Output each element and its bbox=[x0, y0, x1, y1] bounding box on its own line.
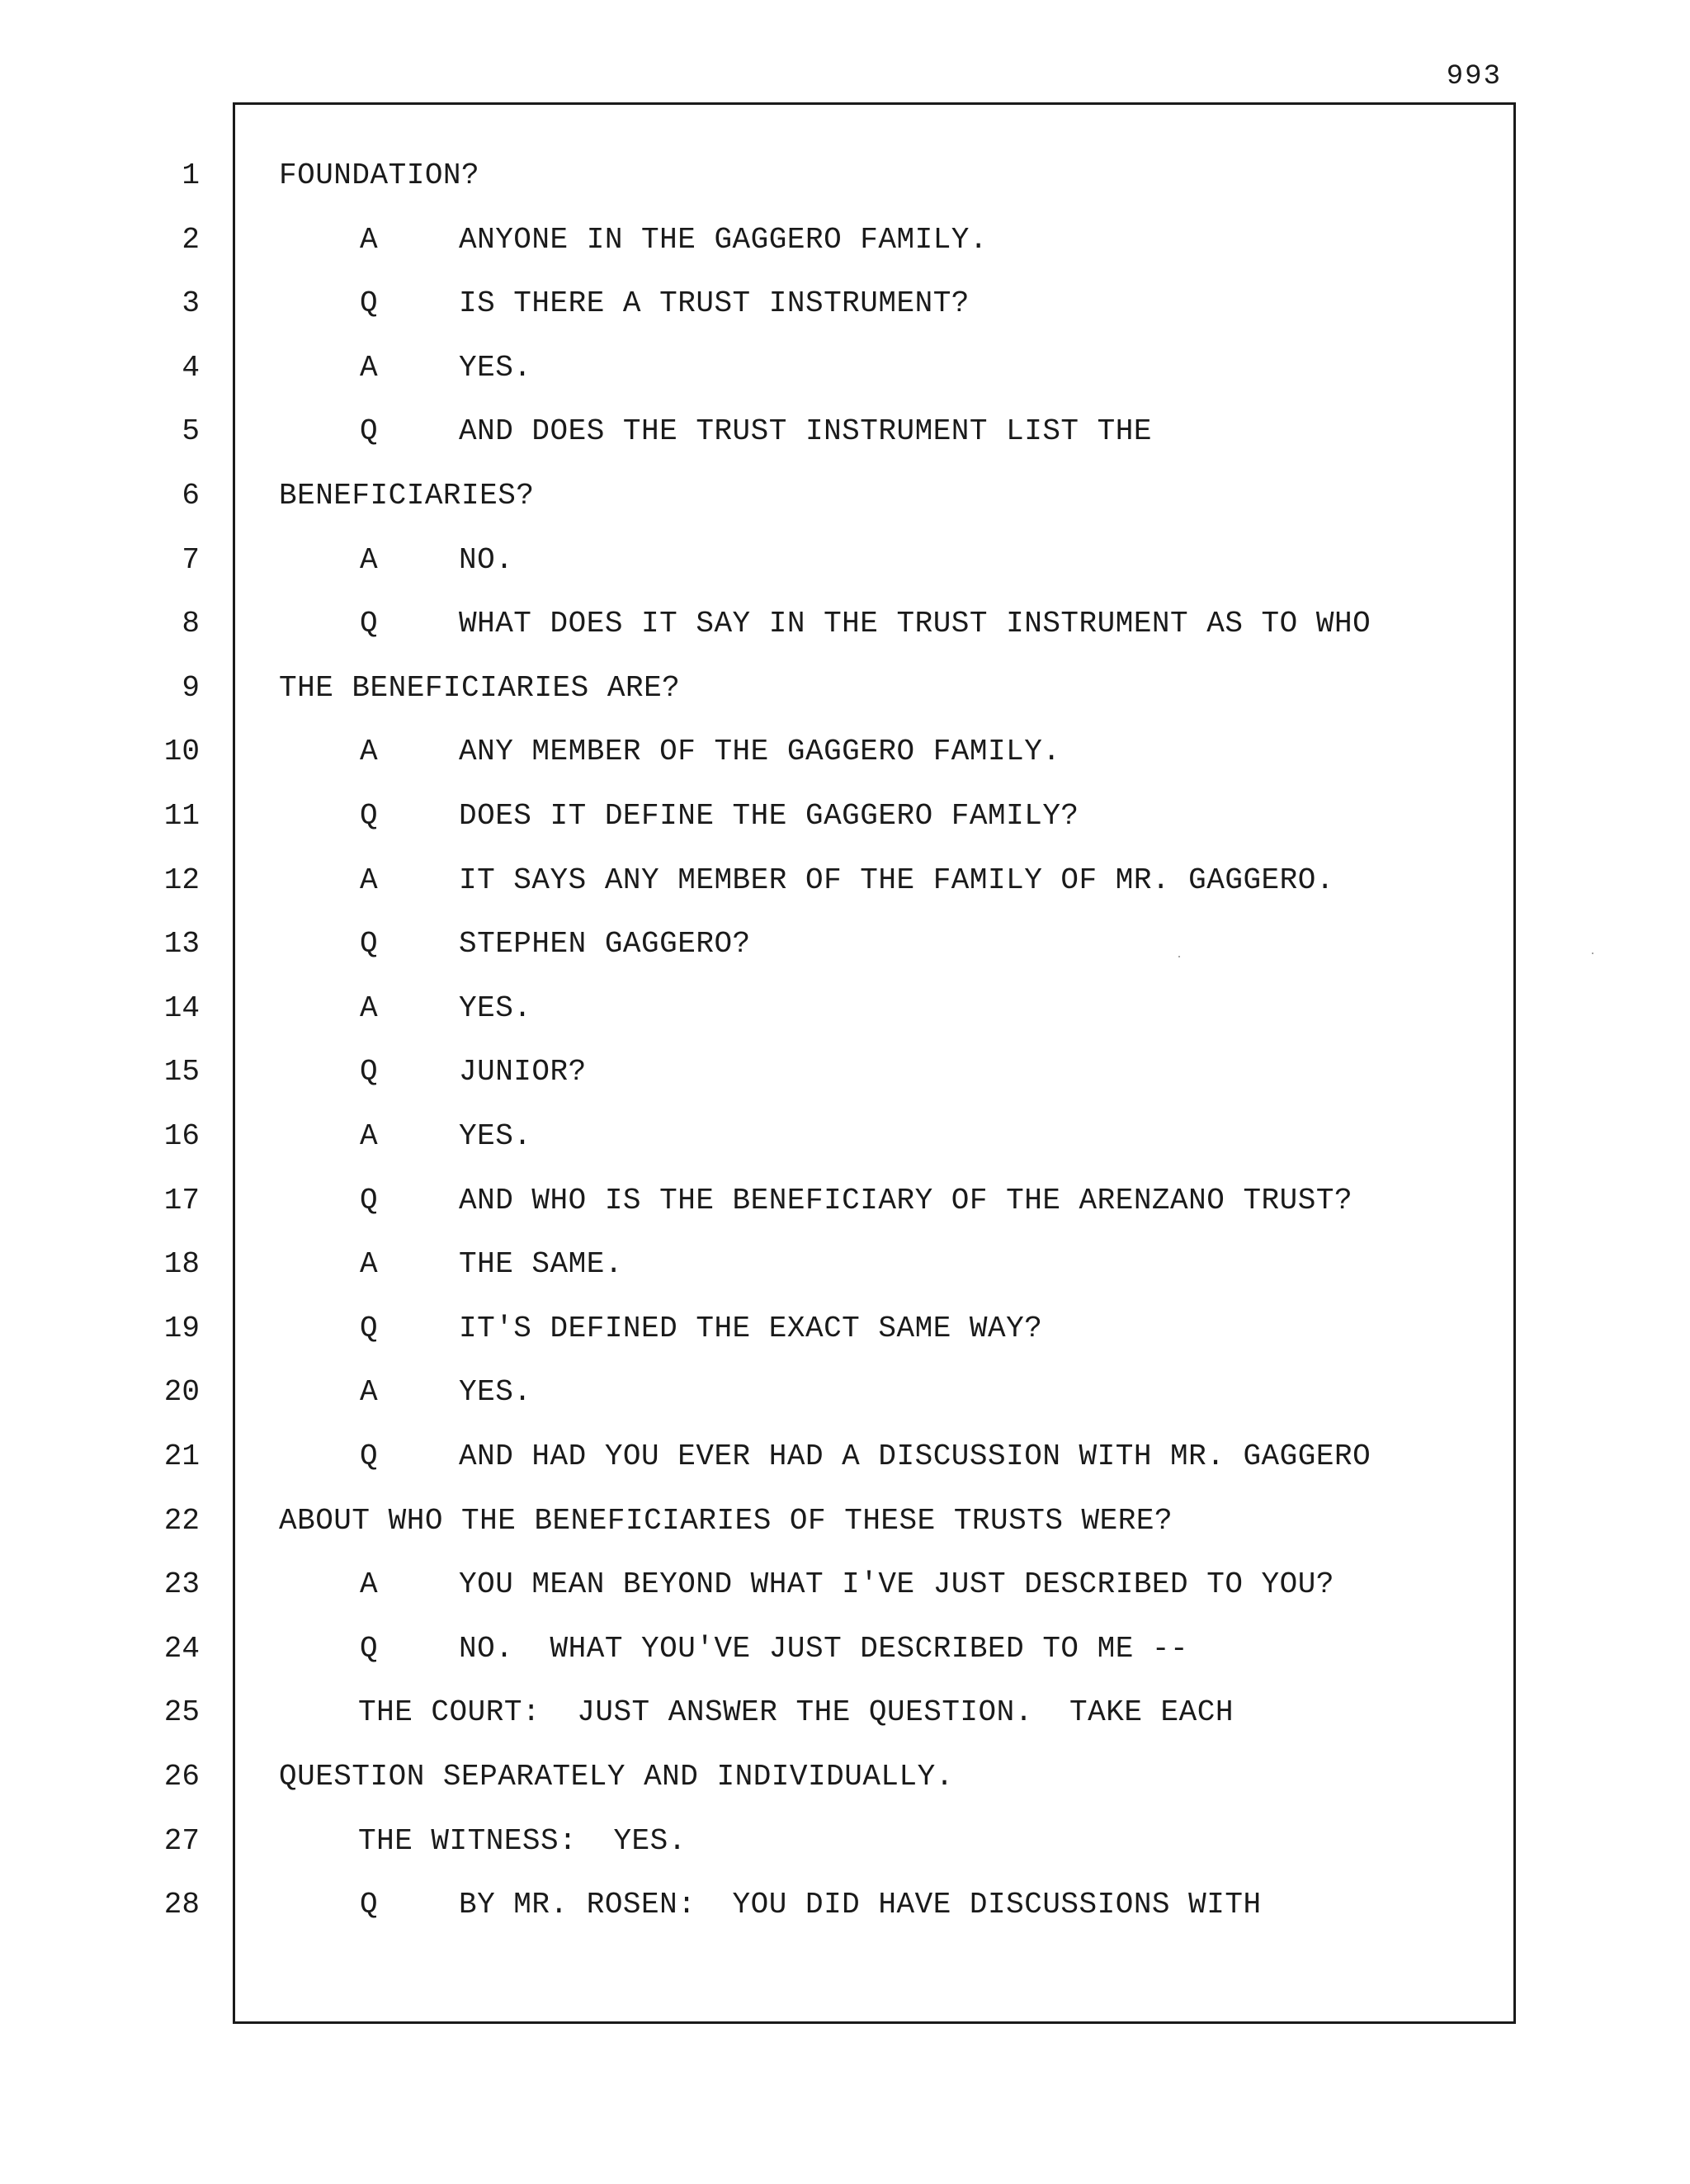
transcript-line: THE SAME. bbox=[459, 1247, 623, 1282]
question-marker: Q bbox=[360, 927, 378, 962]
line-number: 1 bbox=[182, 158, 200, 192]
line-number: 24 bbox=[163, 1631, 200, 1666]
answer-marker: A bbox=[360, 542, 378, 577]
transcript-line: QUESTION SEPARATELY AND INDIVIDUALLY. bbox=[279, 1760, 954, 1794]
transcript-line: JUNIOR? bbox=[459, 1055, 587, 1090]
line-number: 20 bbox=[163, 1375, 200, 1410]
transcript-line: BENEFICIARIES? bbox=[279, 479, 535, 513]
line-number: 17 bbox=[163, 1183, 200, 1217]
answer-marker: A bbox=[360, 1375, 378, 1410]
transcript-line: THE COURT: JUST ANSWER THE QUESTION. TAKE EACH bbox=[358, 1695, 1234, 1730]
line-number: 4 bbox=[182, 350, 200, 385]
line-number: 15 bbox=[163, 1055, 200, 1090]
line-number: 7 bbox=[182, 542, 200, 577]
line-number: 8 bbox=[182, 607, 200, 641]
transcript-line: IT'S DEFINED THE EXACT SAME WAY? bbox=[459, 1311, 1043, 1345]
line-number: 18 bbox=[163, 1247, 200, 1282]
question-marker: Q bbox=[360, 607, 378, 641]
question-marker: Q bbox=[360, 1055, 378, 1090]
line-number: 19 bbox=[163, 1311, 200, 1345]
scan-speck bbox=[1178, 956, 1180, 957]
transcript-line: NO. bbox=[459, 542, 514, 577]
question-marker: Q bbox=[360, 1183, 378, 1217]
transcript-line: THE BENEFICIARIES ARE? bbox=[279, 670, 681, 705]
answer-marker: A bbox=[360, 350, 378, 385]
transcript-line: YOU MEAN BEYOND WHAT I'VE JUST DESCRIBED TO YOU? bbox=[459, 1567, 1334, 1602]
transcript-line: THE WITNESS: YES. bbox=[358, 1823, 687, 1858]
question-marker: Q bbox=[360, 1439, 378, 1473]
transcript-line: YES. bbox=[459, 1119, 532, 1153]
line-number: 12 bbox=[163, 863, 200, 897]
line-number: 22 bbox=[163, 1503, 200, 1538]
line-number: 13 bbox=[163, 927, 200, 962]
transcript-line: BY MR. ROSEN: YOU DID HAVE DISCUSSIONS WITH bbox=[459, 1888, 1262, 1922]
transcript-line: ABOUT WHO THE BENEFICIARIES OF THESE TRUSTS WERE? bbox=[279, 1503, 1173, 1538]
line-number: 5 bbox=[182, 414, 200, 449]
answer-marker: A bbox=[360, 1119, 378, 1153]
transcript-line: ANY MEMBER OF THE GAGGERO FAMILY. bbox=[459, 735, 1061, 769]
transcript-line: NO. WHAT YOU'VE JUST DESCRIBED TO ME -- bbox=[459, 1631, 1189, 1666]
line-number: 11 bbox=[163, 799, 200, 833]
line-number: 6 bbox=[182, 479, 200, 513]
transcript-line: IT SAYS ANY MEMBER OF THE FAMILY OF MR. GAGGERO. bbox=[459, 863, 1334, 897]
transcript-line: WHAT DOES IT SAY IN THE TRUST INSTRUMENT AS TO WHO bbox=[459, 607, 1371, 641]
line-number: 25 bbox=[163, 1695, 200, 1730]
line-number: 27 bbox=[163, 1823, 200, 1858]
answer-marker: A bbox=[360, 222, 378, 257]
answer-marker: A bbox=[360, 1247, 378, 1282]
answer-marker: A bbox=[360, 863, 378, 897]
line-number: 10 bbox=[163, 735, 200, 769]
line-number: 21 bbox=[163, 1439, 200, 1473]
question-marker: Q bbox=[360, 1311, 378, 1345]
transcript-line: STEPHEN GAGGERO? bbox=[459, 927, 751, 962]
question-marker: Q bbox=[360, 414, 378, 449]
line-number: 14 bbox=[163, 990, 200, 1025]
transcript-line: AND DOES THE TRUST INSTRUMENT LIST THE bbox=[459, 414, 1152, 449]
transcript-line: FOUNDATION? bbox=[279, 158, 480, 192]
answer-marker: A bbox=[360, 735, 378, 769]
transcript-line: IS THERE A TRUST INSTRUMENT? bbox=[459, 286, 970, 321]
transcript-line: AND WHO IS THE BENEFICIARY OF THE ARENZANO TRUST? bbox=[459, 1183, 1353, 1217]
answer-marker: A bbox=[360, 990, 378, 1025]
line-number: 28 bbox=[163, 1888, 200, 1922]
transcript-line: YES. bbox=[459, 990, 532, 1025]
question-marker: Q bbox=[360, 799, 378, 833]
transcript-frame bbox=[233, 102, 1516, 2024]
line-number: 16 bbox=[163, 1119, 200, 1153]
answer-marker: A bbox=[360, 1567, 378, 1602]
transcript-line: DOES IT DEFINE THE GAGGERO FAMILY? bbox=[459, 799, 1079, 833]
transcript-line: AND HAD YOU EVER HAD A DISCUSSION WITH MR. GAGGERO bbox=[459, 1439, 1371, 1473]
line-number: 2 bbox=[182, 222, 200, 257]
line-number: 26 bbox=[163, 1760, 200, 1794]
page-number: 993 bbox=[1446, 61, 1502, 92]
line-number: 9 bbox=[182, 670, 200, 705]
transcript-line: YES. bbox=[459, 1375, 532, 1410]
transcript-line: YES. bbox=[459, 350, 532, 385]
line-number: 3 bbox=[182, 286, 200, 321]
transcript-line: ANYONE IN THE GAGGERO FAMILY. bbox=[459, 222, 989, 257]
question-marker: Q bbox=[360, 1631, 378, 1666]
question-marker: Q bbox=[360, 286, 378, 321]
question-marker: Q bbox=[360, 1888, 378, 1922]
line-number: 23 bbox=[163, 1567, 200, 1602]
scan-speck bbox=[1592, 953, 1593, 954]
